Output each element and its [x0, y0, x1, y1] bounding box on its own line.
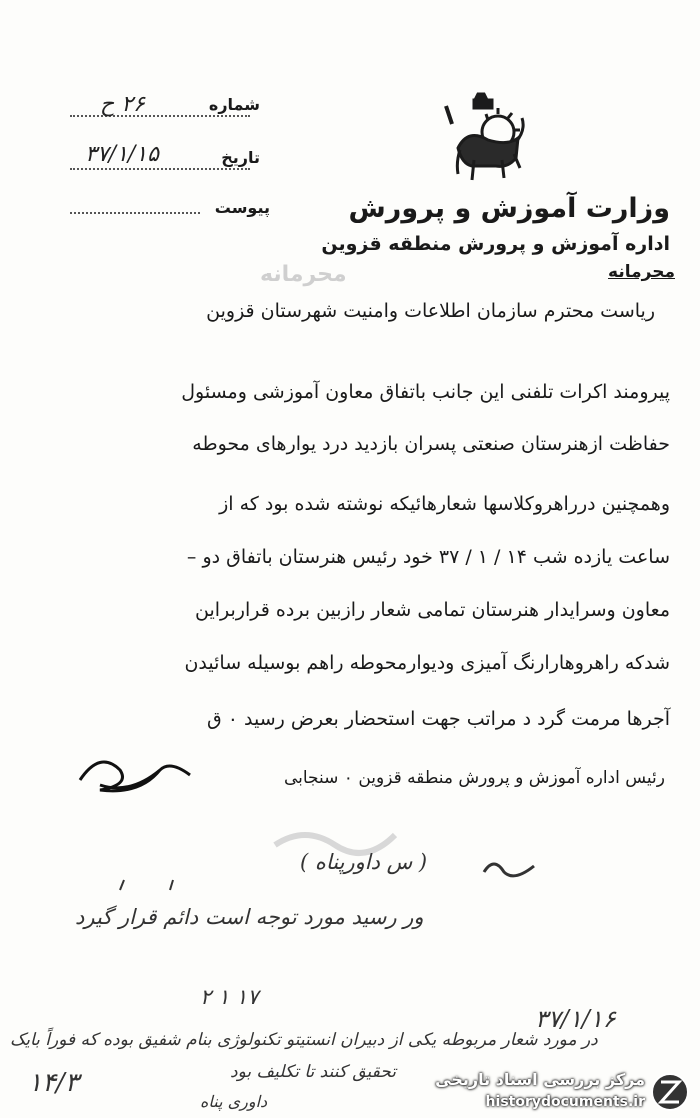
watermark-url: historydocuments.ir: [485, 1094, 645, 1110]
body-line-5: معاون وسرایدار هنرستان تمامی شعار رازبین برده قراربراین: [195, 599, 670, 621]
body-line-3: وهمچنین درراهروکلاسها شعارهائیکه نوشته شده بود که از: [219, 493, 670, 515]
body-line-2: حفاظت ازهنرستان صنعتی پسران بازدید درد یوارهای محوطه: [192, 433, 670, 455]
date-dots: [70, 168, 250, 170]
lion-and-sun-emblem-icon: [430, 90, 530, 190]
tick-marks: [110, 870, 230, 900]
recipient-line: ریاست محترم سازمان اطلاعات وامنیت شهرستان قزوین: [206, 300, 655, 322]
number-value: ۲۶ ح: [100, 92, 145, 117]
handwritten-note-2: ور رسید مورد توجه است دائم قرار گیرد: [75, 905, 424, 929]
handwritten-note-6: داوری پناه: [200, 1092, 268, 1111]
watermark-text: مرکز بررسی اسناد تاریخی: [435, 1070, 645, 1089]
handwritten-note-1: ( س داورپناه ): [300, 850, 428, 874]
date-value: ۳۷/۱/۱۵: [85, 142, 159, 167]
small-scribble: [480, 852, 540, 880]
number-label: شماره: [208, 95, 260, 114]
body-line-1: پیرومند اکرات تلفنی این جانب باتفاق معاون آموزشی ومسئول: [181, 381, 670, 403]
signature-line: رئیس اداره آموزش و پرورش منطقه قزوین ۰ سنجابی: [283, 768, 665, 788]
attachment-dots: [70, 212, 200, 214]
date-label: تاریخ: [221, 148, 260, 167]
department-name: اداره آموزش و پرورش منطقه قزوین: [321, 233, 670, 255]
ministry-title: وزارت آموزش و پرورش: [348, 193, 670, 224]
handwritten-note-5: ۱۴/۳: [28, 1068, 79, 1098]
classification-stamp-ghost: محرمانه: [260, 262, 347, 287]
classification: محرمانه: [608, 262, 675, 282]
watermark: [435, 1070, 695, 1114]
attachment-label: پیوست: [214, 198, 270, 217]
body-line-6: شدکه راهروهارارنگ آمیزی ودیوارمحوطه راهم بوسیله سائیدن: [184, 652, 670, 674]
body-line-7: آجرها مرمت گرد د مراتب جهت استحضار بعرض رسید ۰ ق: [206, 708, 670, 730]
handwritten-date: ۳۷/۱/۱۶: [535, 1005, 616, 1033]
archive-logo-icon: [649, 1072, 691, 1112]
signature-scribble: [70, 740, 210, 810]
handwritten-note-4: تحقیق کنند تا تکلیف بود: [230, 1062, 396, 1082]
number-dots: [70, 115, 250, 117]
body-line-4: ساعت یازده شب ۱۴ / ۱ / ۳۷ خود رئیس هنرستان باتفاق دو –: [186, 546, 670, 568]
handwritten-note-3: در مورد شعار مربوطه یکی از دبیران انستیتو تکنولوژی بنام شفیق بوده که فوراً بایک: [10, 1030, 598, 1050]
handwritten-numbers: ۲ ۱ ۱۷: [200, 985, 259, 1009]
